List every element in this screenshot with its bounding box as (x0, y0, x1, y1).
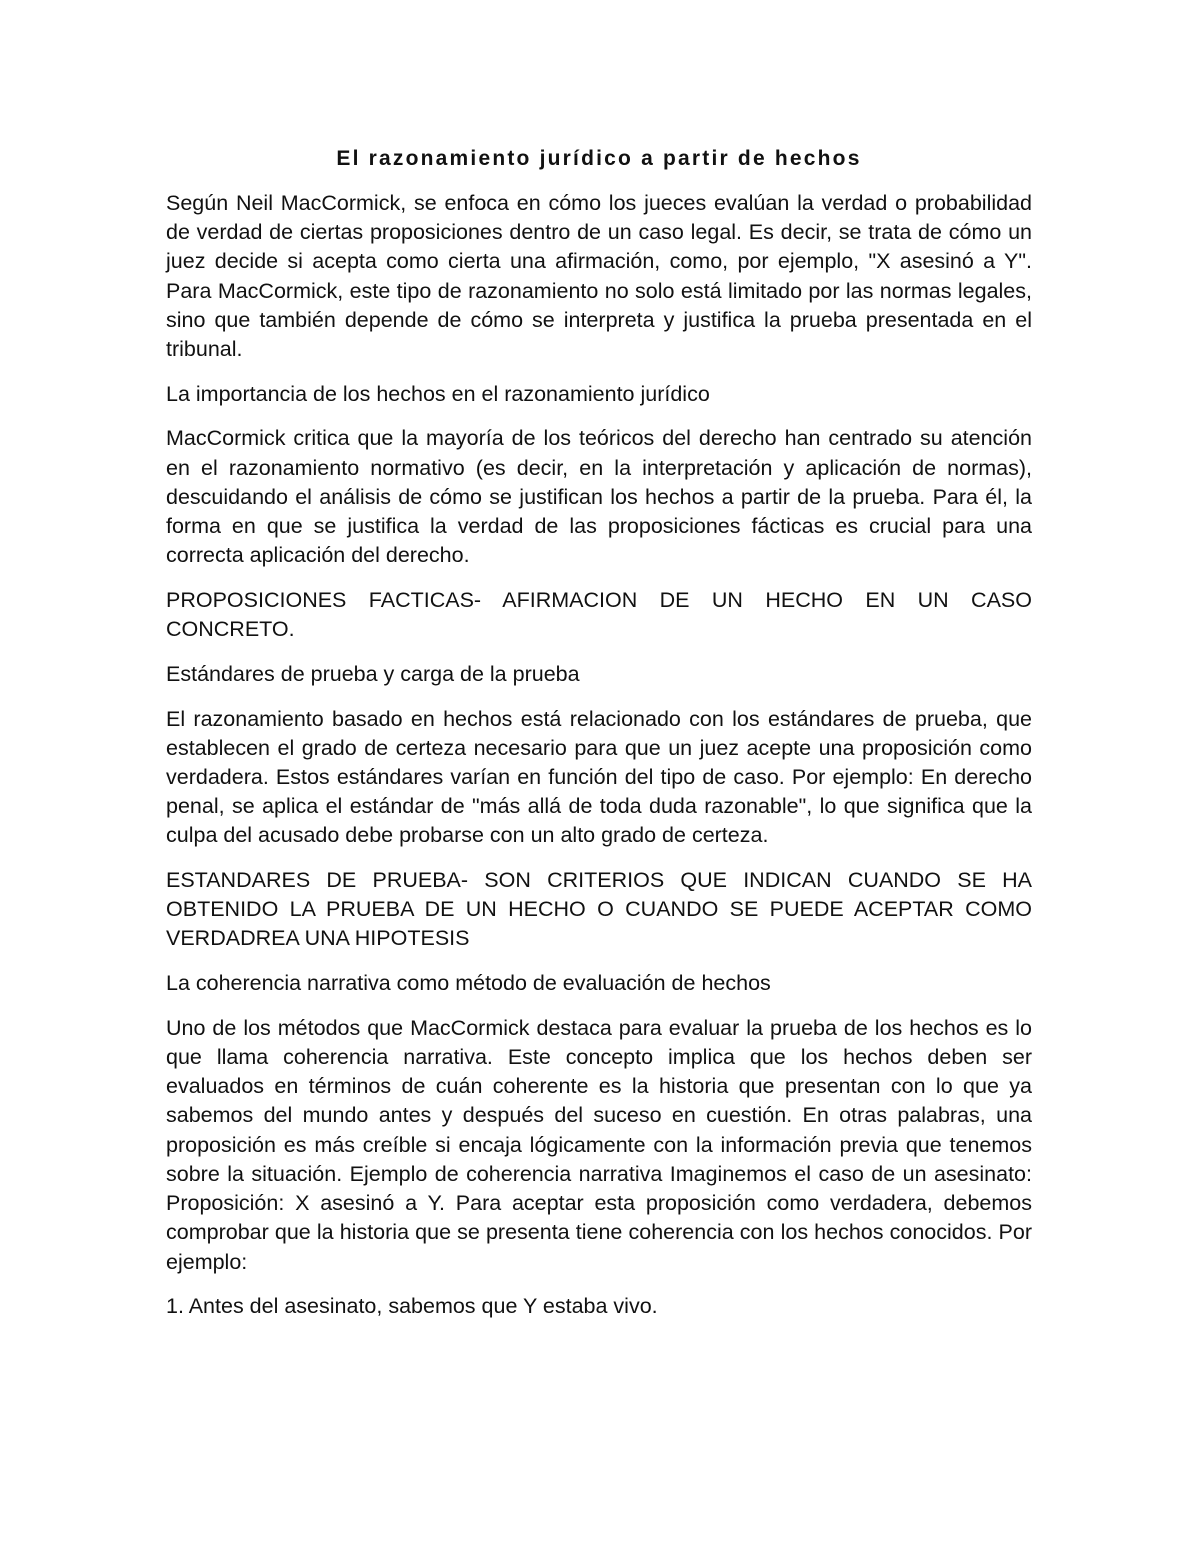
document-page (166, 140, 1032, 1321)
section-heading-coherence: La coherencia narrativa como método de evaluación de hechos (166, 971, 771, 996)
section-heading-standards: Estándares de prueba y carga de la prueba (166, 661, 580, 686)
paragraph-importance: MacCormick critica que la mayoría de los teóricos del derecho han centrado su atención en el razonamiento normativo (es decir, en la interpretación y aplicación de normas), descuidando el análisis de cómo se justifican los hechos a partir de la prueba. Para él, la forma en que se justifica la verdad de las proposiciones fácticas es crucial para una correcta aplicación del derecho. (166, 426, 1032, 568)
paragraph-intro: Según Neil MacCormick, se enfoca en cómo los jueces evalúan la verdad o probabilidad de verdad de ciertas proposiciones dentro de un caso legal. Es decir, se trata de cómo un juez decide si acepta como cierta una afirmación, como, por ejemplo, "X asesinó a Y". Para MacCormick, este tipo de razonamiento no solo está limitado por las normas legales, sino que también depende de cómo se interpreta y justifica la prueba presentada en el tribunal. (166, 191, 1032, 362)
paragraph-coherence: Uno de los métodos que MacCormick destaca para evaluar la prueba de los hechos es lo que llama coherencia narrativa. Este concepto implica que los hechos deben ser evaluados en términos de cuán coherente es la historia que presentan con lo que ya sabemos del mundo antes y después del suceso en cuestión. En otras palabras, una proposición es más creíble si encaja lógicamente con la información previa que tenemos sobre la situación. Ejemplo de coherencia narrativa Imaginemos el caso de un asesinato: Proposición: X asesinó a Y. Para aceptar esta proposición como verdadera, debemos comprobar que la historia que se presenta tiene coherencia con los hechos conocidos. Por ejemplo: (166, 1015, 1032, 1274)
definition-proof-standards: ESTANDARES DE PRUEBA- SON CRITERIOS QUE INDICAN CUANDO SE HA OBTENIDO LA PRUEBA DE UN HECHO O CUANDO SE PUEDE ACEPTAR COMO VERDADREA UNA HIPOTESIS (166, 868, 1032, 951)
definition-factual-propositions: PROPOSICIONES FACTICAS- AFIRMACION DE UN HECHO EN UN CASO CONCRETO. (166, 587, 1032, 642)
document-title: El razonamiento jurídico a partir de hechos (336, 147, 862, 170)
list-item: 1. Antes del asesinato, sabemos que Y estaba vivo. (166, 1294, 658, 1319)
section-heading-importance: La importancia de los hechos en el razonamiento jurídico (166, 381, 710, 406)
paragraph-standards: El razonamiento basado en hechos está relacionado con los estándares de prueba, que establecen el grado de certeza necesario para que un juez acepte una proposición como verdadera. Estos estándares varían en función del tipo de caso. Por ejemplo: En derecho penal, se aplica el estándar de "más allá de toda duda razonable", lo que significa que la culpa del acusado debe probarse con un alto grado de certeza. (166, 706, 1032, 848)
